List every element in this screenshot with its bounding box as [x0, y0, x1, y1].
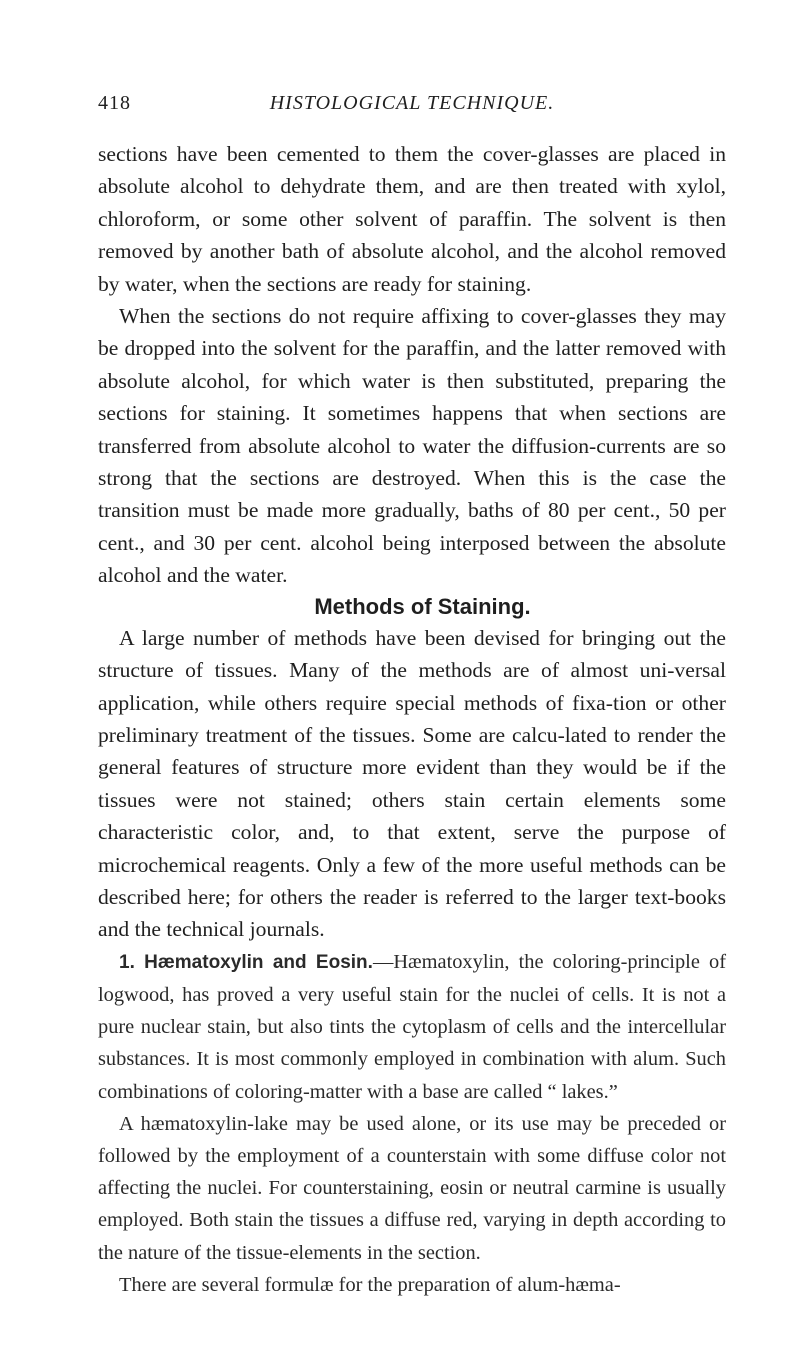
paragraph	[98, 946, 726, 1108]
page-body	[98, 138, 726, 1301]
page-header	[98, 92, 726, 122]
section-heading: Methods of Staining.	[314, 593, 531, 619]
paragraph: There are several formulæ for the preparation of alum-hæma-	[119, 1273, 621, 1296]
paragraph: When the sections do not require affixing to cover-glasses they may be dropped into the solvent for the paraffin, and the latter removed with absolute alcohol, for which water is then substituted, preparing the sections for staining. It sometimes happens that when sections are transferred from absolute alcohol to water the diffusion-currents are so strong that the sections are destroyed. When this is the case the transition must be made more gradually, baths of 80 per cent., 50 per cent., and 30 per cent. alcohol being interposed between the absolute alcohol and the water.	[98, 304, 726, 588]
paragraph-text: —Hæmatoxylin, the coloring-principle of logwood, has proved a very useful stain for the nuclei of cells. It is not a pure nuclear stain, but also tints the cytoplasm of cells and the intercellular substances. It is most commonly employed in combination with alum. Such combinations of coloring-matter with a base are called “ lakes.”	[98, 950, 726, 1103]
paragraph: sections have been cemented to them the cover-glasses are placed in absolute alcohol to dehydrate them, and are then treated with xylol, chloroform, or some other solvent of paraffin. The solvent is then removed by another bath of absolute alcohol, and the alcohol removed by water, when the sections are ready for staining.	[98, 142, 726, 296]
paragraph: A hæmatoxylin-lake may be used alone, or its use may be preceded or followed by the employment of a counterstain with some diffuse color not affecting the nuclei. For counterstaining, eosin or neutral carmine is usually employed. Both stain the tissues a diffuse red, varying in depth according to the nature of the tissue-elements in the section.	[98, 1112, 726, 1264]
run-in-heading: 1. Hæmatoxylin and Eosin.	[119, 951, 373, 973]
page-number: 418	[98, 92, 131, 114]
paragraph: A large number of methods have been devised for bringing out the structure of tissues. Many of the methods are of almost uni-versal application, while others require special methods of fixa-tion or other preliminary treatment of the tissues. Some are calcu-lated to render the general features of structure more evident than they would be if the tissues were not stained; others stain certain elements some characteristic color, and, to that extent, serve the purpose of microchemical reagents. Only a few of the more useful methods can be described here; for others the reader is referred to the larger text-books and the technical journals.	[98, 625, 726, 942]
running-title: HISTOLOGICAL TECHNIQUE.	[269, 92, 555, 114]
